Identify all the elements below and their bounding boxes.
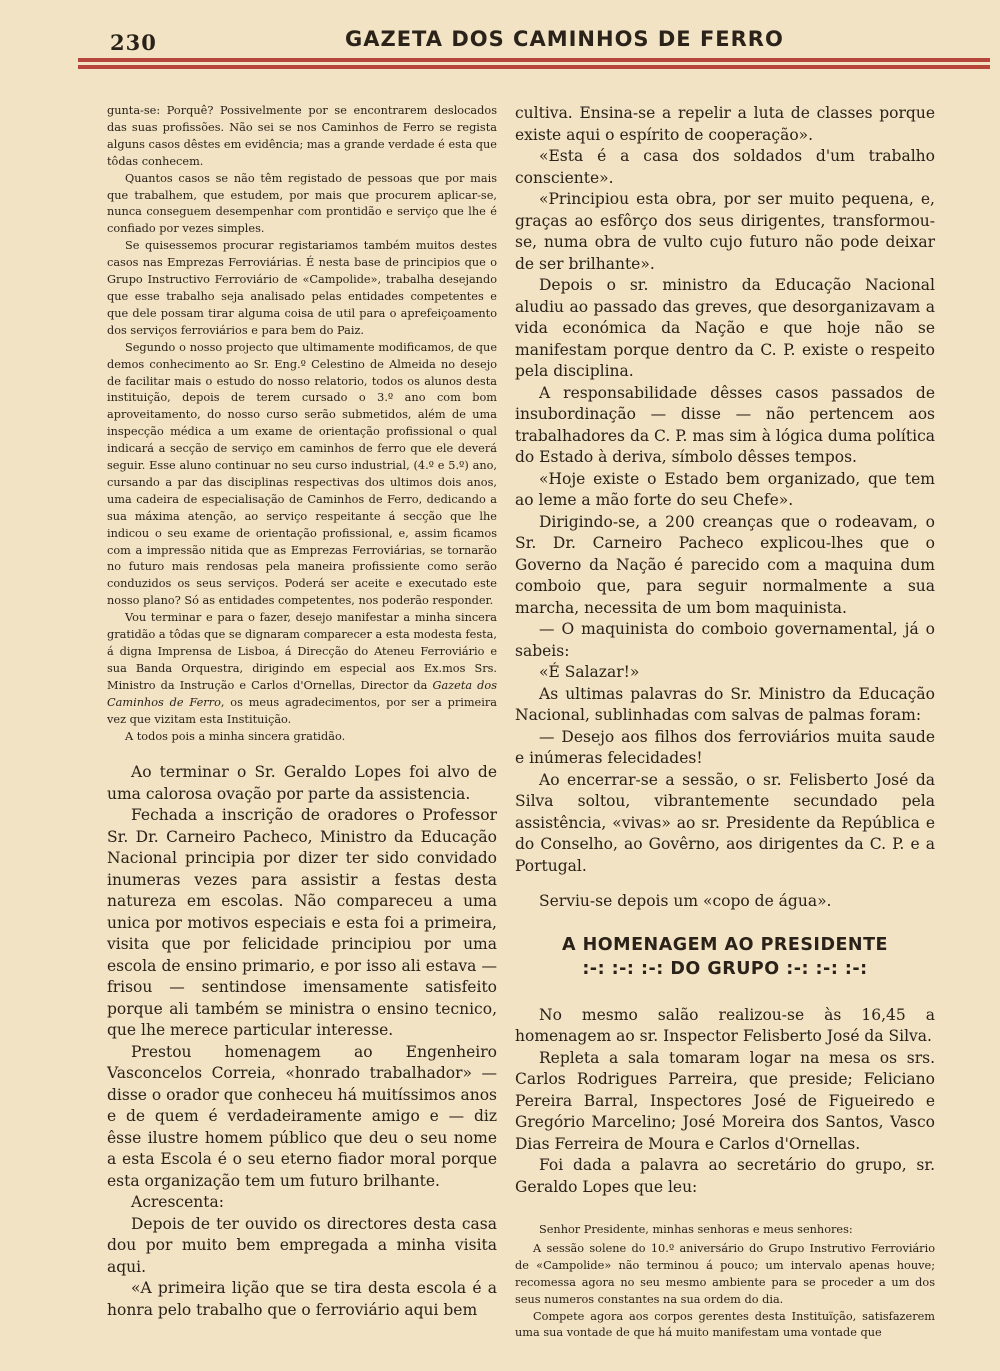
left-column	[107, 103, 497, 1321]
paragraph: As ultimas palavras do Sr. Ministro da Educação Nacional, sublinhadas com salvas de palmas foram:	[515, 684, 935, 724]
paragraph: A sessão solene do 10.º aniversário do Grupo Instrutivo Ferroviário de «Campolide» não terminou á pouco; um intervalo apenas houve; recomessa agora no seu mesmo ambiente para se proceder a um dos seus numeros constantes na sua ordem do dia.	[515, 1241, 935, 1306]
paragraph: «A primeira lição que se tira desta escola é a honra pelo trabalho que o ferroviário aqui bem	[107, 1279, 497, 1319]
paragraph: Ao terminar o Sr. Geraldo Lopes foi alvo de uma calorosa ovação por parte da assistencia.	[107, 763, 497, 803]
salutation: Senhor Presidente, minhas senhoras e meus senhores:	[539, 1223, 853, 1236]
speech-excerpt	[107, 103, 497, 745]
paragraph: Depois de ter ouvido os directores desta casa dou por muito bem empregada a minha visita aqui.	[107, 1214, 497, 1276]
paragraph-text: Vou terminar e para o fazer, desejo manifestar a minha sincera gratidão a tôdas que se dignaram comparecer a esta modesta festa, á digna Imprensa de Lisboa, á Direcção do Ateneu Ferroviário e sua Banda Orquestra, dirigindo em especial aos Ex.mos Srs. Ministro da Instrução e Carlos d'Ornellas, Director da	[107, 611, 497, 692]
paragraph: — O maquinista do comboio governamental, já o sabeis:	[515, 620, 935, 660]
section-heading: A HOMENAGEM AO PRESIDENTE	[562, 934, 888, 955]
paragraph: Ao encerrar-se a sessão, o sr. Felisberto José da Silva soltou, vibrantemente secundado pela assistência, «vivas» ao sr. Presidente da República e do Conselho, ao Govêrno, aos dirigentes da C. P. e a Portugal.	[515, 770, 935, 875]
paragraph: Se quisessemos procurar registariamos também muitos destes casos nas Emprezas Ferroviárias. É nesta base de principios que o Grupo Instructivo Ferroviário de «Campolide», trabalha desejando que esse trabalho seja analisado pelas entidades competentes e que dele possam tirar alguma coisa de util para o aprefeiçoamento dos serviços ferroviários e para bem do Paiz.	[107, 239, 497, 337]
paragraph: «Principiou esta obra, por ser muito pequena, e, graças ao esfôrço dos seus dirigentes, transformou-se, numa obra de vulto cujo futuro não pode deixar de ser brilhante».	[515, 190, 935, 273]
paragraph: Segundo o nosso projecto que ultimamente modificamos, de que demos conhecimento ao Sr. Eng.º Celestino de Almeida no desejo de facilitar mais o estudo do nosso relatorio, todos os alunos desta instituição, depois de terem cursado o 3.º ano com bom aproveitamento, do nosso curso serão submetidos, além de uma inspecção médica a um exame de orientação profissional o qual indicará a secção de serviço em caminhos de ferro que ele deverá seguir. Esse aluno continuar no seu curso industrial, (4.º e 5.º) ano, cursando a par das disciplinas respectivas dos ultimos dois anos, uma cadeira de especialisação de Caminhos de Ferro, dedicando a sua máxima atenção, ao serviço respeitante á secção que lhe indicou o seu exame de orientação profissional, e, assim ficamos com a impressão nitida que as Emprezas Ferroviárias, se tornarão no futuro mais rendosas pela maneira profissiente como serão conduzidos os seus serviços. Poderá ser aceite e executado este nosso plano? Só as entidades competentes, nos poderão responder.	[107, 340, 497, 608]
paragraph: Depois o sr. ministro da Educação Nacional aludiu ao passado das greves, que desorganizavam a vida económica da Nação e que hoje não se manifestam porque dentro da C. P. existe o respeito pela disciplina.	[515, 276, 935, 380]
right-column	[515, 103, 935, 1342]
paragraph: Prestou homenagem ao Engenheiro Vasconcelos Correia, «honrado trabalhador» — disse o orador que conheceu há muitíssimos anos e de quem é verdadeiramente amigo e — diz êsse ilustre homem público que deu o seu nome a esta Escola é o seu eterno fiador moral porque esta organização tem um futuro brilhante.	[107, 1042, 497, 1190]
paragraph: cultiva. Ensina-se a repelir a luta de classes porque existe aqui o espírito de cooperação».	[515, 104, 935, 144]
paragraph: A responsabilidade dêsses casos passados de insubordinação — disse — não pertencem aos trabalhadores da C. P. mas sim à lógica duma política do Estado à deriva, símbolo dêsses tempos.	[515, 383, 935, 466]
section-heading-line2: :-: :-: :-: DO GRUPO :-: :-: :-:	[582, 958, 868, 979]
paragraph: Quantos casos se não têm registado de pessoas que por mais que trabalhem, que estudem, por mais que procurem aplicar-se, nunca conseguem desempenhar com prontidão e serviço que lhe é confiado por vezes simples.	[107, 171, 497, 236]
header-rule-bottom	[78, 65, 990, 69]
paragraph: Foi dada a palavra ao secretário do grupo, sr. Geraldo Lopes que leu:	[515, 1156, 935, 1196]
article-body-right	[515, 103, 935, 913]
paragraph: Dirigindo-se, a 200 creanças que o rodeavam, o Sr. Dr. Carneiro Pacheco explicou-lhes que o Governo da Nação é parecido com a maquina dum comboio que, para seguir normalmente a sua marcha, necessita de um bom maquinista.	[515, 512, 935, 617]
paragraph: «Esta é a casa dos soldados d'um trabalho consciente».	[515, 147, 935, 187]
article-body-left	[107, 762, 497, 1321]
paragraph: gunta-se: Porquê? Possivelmente por se encontrarem deslocados das suas profissões. Não sei se nos Caminhos de Ferro se regista alguns casos dêstes em evidência; mas a grande verdade é esta que tôdas conhecem.	[107, 104, 497, 168]
paragraph: Fechada a inscrição de oradores o Professor Sr. Dr. Carneiro Pacheco, Ministro da Educação Nacional principia por dizer ter sido convidado inumeras vezes para assistir a festas desta natureza em escolas. Não compareceu a uma unica por motivos especiais e esta foi a primeira, visita que por felicidade principiou por uma escola de ensino primario, e por isso ali estava — frisou — sentindose imensamente satisfeito porque ali também se ministra o ensino tecnico, que lhe merece particular interesse.	[107, 806, 497, 1040]
paragraph	[107, 610, 497, 728]
paragraph: «Hoje existe o Estado bem organizado, que tem ao leme a mão forte do seu Chefe».	[515, 469, 935, 509]
paragraph: A todos pois a minha sincera gratidão.	[125, 729, 346, 743]
paragraph: No mesmo salão realizou-se às 16,45 a homenagem ao sr. Inspector Felisberto José da Silva.	[515, 1005, 935, 1045]
publication-name: Gazeta dos Caminhos de Ferro	[107, 678, 497, 709]
paragraph: — Desejo aos filhos dos ferroviários muita saude e inúmeras felecidades!	[515, 727, 935, 767]
paragraph: Serviu-se depois um «copo de água».	[539, 892, 832, 910]
paragraph-text: , os meus agradecimentos, por ser a primeira vez que vizitam esta Instituição.	[107, 695, 497, 726]
article-body-right-2	[515, 1005, 935, 1199]
page-number: 230	[110, 30, 157, 55]
speech-start	[515, 1222, 935, 1342]
paragraph: Compete agora aos corpos gerentes desta Instituïção, satisfazerem uma sua vontade de que há muito manifestam uma vontade que	[515, 1309, 935, 1340]
header-rule-top	[78, 58, 990, 62]
paragraph: «É Salazar!»	[539, 663, 640, 681]
paragraph: Acrescenta:	[131, 1193, 224, 1212]
masthead-title: GAZETA DOS CAMINHOS DE FERRO	[345, 27, 784, 51]
paragraph: Repleta a sala tomaram logar na mesa os srs. Carlos Rodrigues Parreira, que preside; Feliciano Pereira Barral, Inspectores José de Figueiredo e Gregório Marcelino; José Moreira dos Santos, Vasco Dias Ferreira de Moura e Carlos d'Ornellas.	[515, 1048, 935, 1153]
